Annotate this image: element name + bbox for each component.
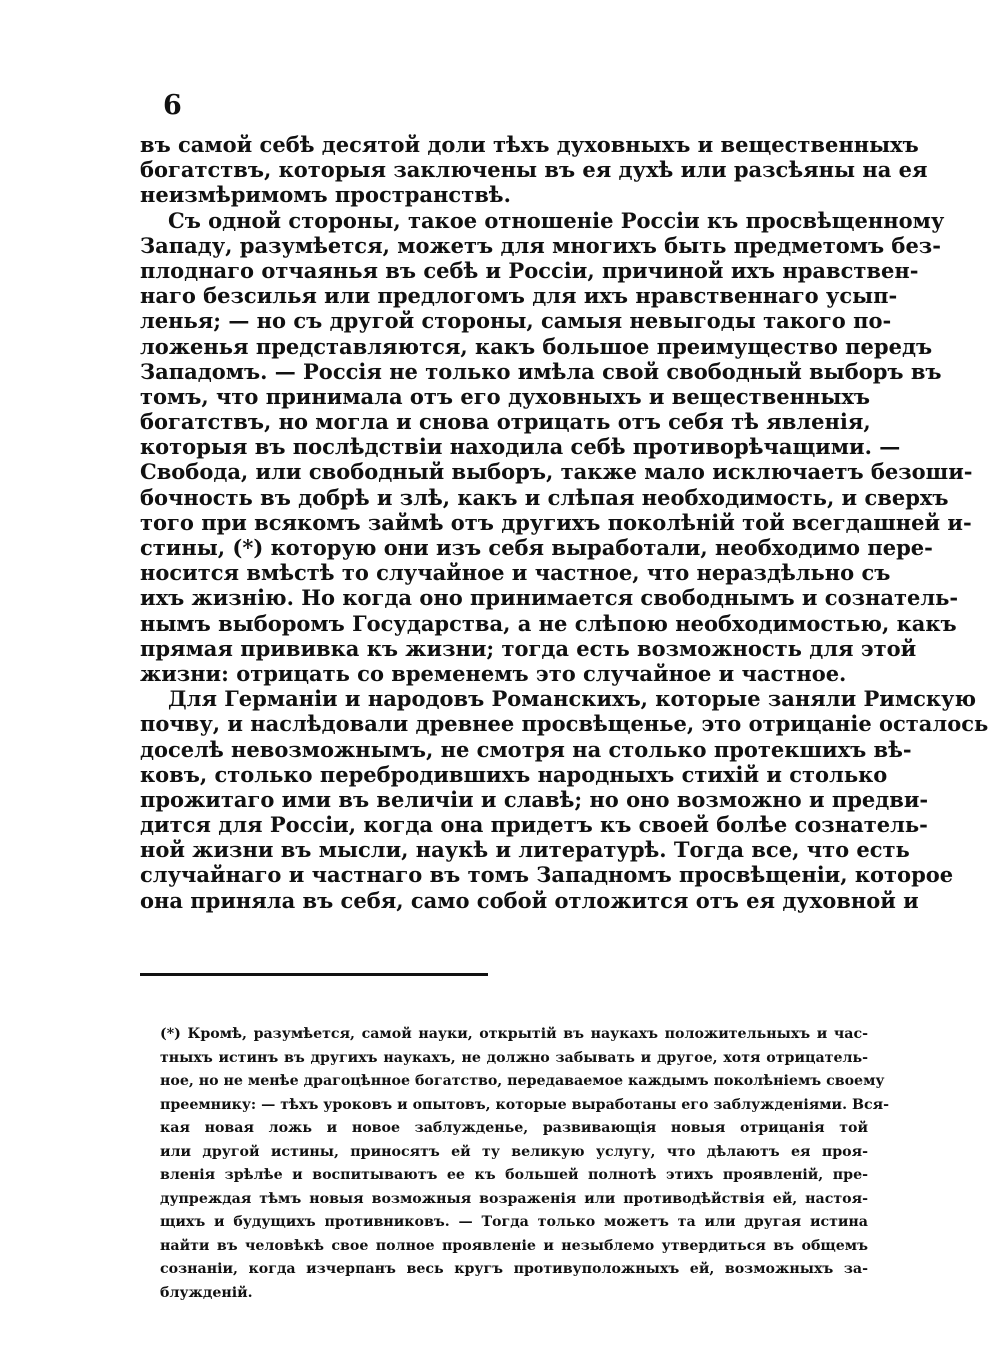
text-line: ленья; — но съ другой стороны, самыя невыгоды такого по- — [140, 308, 892, 334]
text-line: прожитаго ими въ величіи и славѣ; но оно возможно и предви- — [140, 786, 929, 812]
text-line: нымъ выборомъ Государства, а не слѣпою необходимостью, какъ — [140, 610, 957, 636]
page-number: 6 — [163, 90, 182, 121]
text-line: наго безсилья или предлогомъ для ихъ нравственнаго усып- — [140, 283, 898, 309]
footnote-line: щихъ и будущихъ противниковъ. — Тогда только можетъ та или другая истина — [160, 1214, 868, 1230]
text-line: въ самой себѣ десятой доли тѣхъ духовныхъ и вещественныхъ — [140, 132, 919, 157]
text-line: ложенья представляются, какъ большое преимущество передъ — [140, 333, 933, 359]
text-line: богатствъ, но могла и снова отрицать отъ себя тѣ явленія, — [140, 409, 871, 435]
text-line: богатствъ, которыя заключены въ ея духѣ или разсѣяны на ея — [140, 157, 928, 183]
text-line: Западомъ. — Россія не только имѣла свой свободный выборъ въ — [140, 358, 942, 384]
text-line: почву, и наслѣдовали древнее просвѣщенье, это отрицаніе осталось — [140, 711, 989, 737]
footnote-line: вленія зрѣлѣе и воспитываютъ ее къ большей полнотѣ этихъ проявленій, пре- — [160, 1167, 868, 1183]
footnote-line: или другой истины, приносятъ ей ту великую услугу, что дѣлаютъ ея проя- — [160, 1143, 868, 1160]
text-line: ковъ, столько перебродившихъ народныхъ стихій и столько — [140, 761, 888, 787]
text-line: ной жизни въ мысли, наукѣ и литературѣ. Тогда все, что есть — [140, 837, 910, 863]
text-line: прямая прививка къ жизни; тогда есть возможность для этой — [140, 635, 917, 661]
text-line: Свобода, или свободный выборъ, также мало исключаетъ безоши- — [140, 459, 973, 485]
text-line: плоднаго отчаянья въ себѣ и Россіи, причиной ихъ нравствен- — [140, 257, 919, 283]
main-text — [140, 132, 989, 913]
footnote — [160, 1023, 889, 1305]
footnote-line: тныхъ истинъ въ другихъ наукахъ, не должно забывать и другое, хотя отрицатель- — [160, 1049, 868, 1066]
text-line: бочность въ добрѣ и злѣ, какъ и слѣпая необходимость, и сверхъ — [140, 484, 949, 510]
text-line: которыя въ послѣдствіи находила себѣ противорѣчащими. — — [140, 434, 901, 460]
text-line: доселѣ невозможнымъ, не смотря на столько протекшихъ вѣ- — [140, 736, 912, 762]
text-line: случайнаго и частнаго въ томъ Западномъ просвѣщеніи, которое — [140, 862, 954, 888]
text-line: носится вмѣстѣ то случайное и частное, что нераздѣльно съ — [140, 560, 891, 586]
text-line: стины, (*) которую они изъ себя выработали, необходимо пере- — [140, 535, 933, 560]
text-line: того при всякомъ займѣ отъ другихъ поколѣній той всегдашней и- — [140, 509, 972, 535]
text-line: ихъ жизнію. Но когда оно принимается свободнымъ и сознатель- — [140, 585, 959, 611]
footnote-line: найти въ человѣкѣ свое полное проявленіе и незыблемо утвердиться въ общемъ — [160, 1237, 868, 1254]
text-line: неизмѣримомъ пространствѣ. — [140, 182, 511, 208]
footnote-line: преемнику: — тѣхъ уроковъ и опытовъ, которые выработаны его заблужденіями. Вся- — [160, 1096, 889, 1113]
footnote-line: ное, но не менѣе драгоцѣнное богатство, передаваемое каждымъ поколѣніемъ своему — [160, 1073, 885, 1089]
footnote-divider — [140, 973, 488, 976]
footnote-line: (*) Кромѣ, разумѣется, самой науки, открытій въ наукахъ положительныхъ и час- — [160, 1026, 868, 1042]
text-line: она приняла въ себя, само собой отложится отъ ея духовной и — [140, 887, 919, 913]
footnote-line: кая новая ложь и новое заблужденье, развивающія новыя отрицанія той — [160, 1120, 868, 1136]
text-line: томъ, что принимала отъ его духовныхъ и вещественныхъ — [140, 383, 870, 409]
text-line: Западу, разумѣется, можетъ для многихъ быть предметомъ без- — [140, 232, 941, 258]
text-line: дится для Россіи, когда она придетъ къ своей болѣе сознатель- — [140, 812, 928, 838]
footnote-line: сознаніи, когда изчерпанъ весь кругъ противуположныхъ ей, возможныхъ за- — [160, 1261, 868, 1277]
footnote-line: блужденій. — [160, 1284, 253, 1301]
text-line: Съ одной стороны, такое отношеніе Россіи къ просвѣщенному — [168, 207, 945, 233]
text-line: жизни: отрицать со временемъ это случайное и частное. — [140, 660, 847, 686]
text-line: Для Германіи и народовъ Романскихъ, которые заняли Римскую — [168, 686, 977, 712]
footnote-line: дупреждая тѣмъ новыя возможныя возраженія или противодѣйствія ей, настоя- — [160, 1190, 868, 1207]
